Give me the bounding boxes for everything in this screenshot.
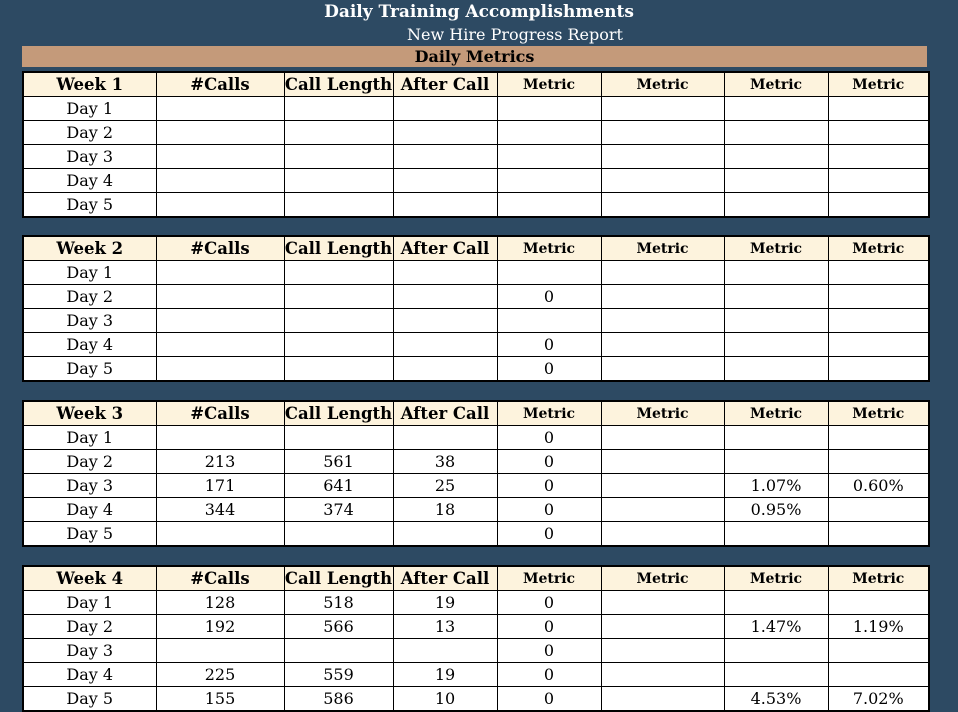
data-cell[interactable] (393, 193, 497, 218)
data-cell[interactable] (393, 333, 497, 357)
data-cell[interactable] (393, 309, 497, 333)
data-cell[interactable] (724, 193, 828, 218)
day-label: Day 1 (23, 591, 156, 615)
data-cell[interactable] (284, 169, 393, 193)
data-cell[interactable]: 0 (497, 591, 601, 615)
column-header: Call Length (284, 566, 393, 591)
data-cell[interactable]: 0 (497, 333, 601, 357)
data-cell[interactable]: 0 (497, 639, 601, 663)
data-cell[interactable] (601, 474, 724, 498)
data-cell[interactable]: 19 (393, 591, 497, 615)
column-header: Metric (724, 72, 828, 97)
day-label: Day 3 (23, 474, 156, 498)
week-label: Week 1 (23, 72, 156, 97)
table-row (23, 450, 929, 474)
data-cell[interactable] (156, 522, 284, 547)
data-cell[interactable] (724, 309, 828, 333)
data-cell[interactable]: 1.07% (724, 474, 828, 498)
column-header: Metric (828, 566, 929, 591)
data-cell[interactable] (284, 639, 393, 663)
data-cell[interactable] (724, 426, 828, 450)
table-row (23, 498, 929, 522)
data-cell[interactable] (284, 193, 393, 218)
data-cell[interactable] (284, 426, 393, 450)
table-row (23, 663, 929, 687)
data-cell[interactable] (497, 261, 601, 285)
data-cell[interactable] (828, 333, 929, 357)
report-subtitle: New Hire Progress Report (407, 25, 623, 44)
column-header: Metric (497, 566, 601, 591)
data-cell[interactable] (156, 285, 284, 309)
data-cell[interactable] (724, 333, 828, 357)
data-cell[interactable] (724, 169, 828, 193)
data-cell[interactable]: 641 (284, 474, 393, 498)
data-cell[interactable] (156, 333, 284, 357)
data-cell[interactable] (828, 639, 929, 663)
data-cell[interactable]: 192 (156, 615, 284, 639)
data-cell[interactable]: 19 (393, 663, 497, 687)
data-cell[interactable] (828, 261, 929, 285)
data-cell[interactable] (284, 97, 393, 121)
table-row (23, 615, 929, 639)
data-cell[interactable] (828, 145, 929, 169)
table-row (23, 687, 929, 712)
table-row (23, 591, 929, 615)
column-header: #Calls (156, 72, 284, 97)
column-header: After Call (393, 236, 497, 261)
day-label: Day 5 (23, 687, 156, 712)
data-cell[interactable] (601, 663, 724, 687)
data-cell[interactable] (284, 309, 393, 333)
data-cell[interactable] (156, 193, 284, 218)
day-label: Day 3 (23, 145, 156, 169)
data-cell[interactable]: 25 (393, 474, 497, 498)
data-cell[interactable]: 566 (284, 615, 393, 639)
data-cell[interactable] (724, 450, 828, 474)
column-header: #Calls (156, 401, 284, 426)
data-cell[interactable] (393, 426, 497, 450)
week-label: Week 4 (23, 566, 156, 591)
daily-metrics-band: Daily Metrics (22, 46, 927, 67)
data-cell[interactable] (393, 639, 497, 663)
column-header: Metric (828, 236, 929, 261)
data-cell[interactable] (724, 97, 828, 121)
week-header-row (23, 72, 929, 97)
table-row (23, 169, 929, 193)
data-cell[interactable] (497, 309, 601, 333)
day-label: Day 3 (23, 309, 156, 333)
data-cell[interactable] (156, 261, 284, 285)
column-header: Metric (724, 401, 828, 426)
data-cell[interactable] (393, 285, 497, 309)
data-cell[interactable] (284, 261, 393, 285)
day-label: Day 5 (23, 357, 156, 382)
week-label: Week 3 (23, 401, 156, 426)
data-cell[interactable]: 4.53% (724, 687, 828, 712)
data-cell[interactable] (601, 639, 724, 663)
table-row (23, 426, 929, 450)
table-row (23, 261, 929, 285)
table-row (23, 522, 929, 547)
data-cell[interactable] (724, 261, 828, 285)
week-header-row (23, 401, 929, 426)
column-header: Call Length (284, 401, 393, 426)
data-cell[interactable] (724, 145, 828, 169)
data-cell[interactable]: 18 (393, 498, 497, 522)
data-cell[interactable]: 171 (156, 474, 284, 498)
data-cell[interactable]: 0 (497, 474, 601, 498)
column-header: Call Length (284, 236, 393, 261)
data-cell[interactable] (601, 615, 724, 639)
data-cell[interactable] (601, 145, 724, 169)
data-cell[interactable] (601, 193, 724, 218)
data-cell[interactable] (156, 145, 284, 169)
data-cell[interactable] (284, 145, 393, 169)
day-label: Day 4 (23, 169, 156, 193)
day-label: Day 5 (23, 522, 156, 547)
data-cell[interactable] (601, 333, 724, 357)
column-header: Metric (601, 566, 724, 591)
day-label: Day 3 (23, 639, 156, 663)
data-cell[interactable] (828, 591, 929, 615)
data-cell[interactable]: 0 (497, 426, 601, 450)
table-row (23, 309, 929, 333)
table-row (23, 474, 929, 498)
table-row (23, 193, 929, 218)
data-cell[interactable] (156, 169, 284, 193)
week-table (22, 400, 930, 547)
data-cell[interactable] (497, 193, 601, 218)
data-cell[interactable] (828, 121, 929, 145)
data-cell[interactable] (393, 145, 497, 169)
data-cell[interactable] (828, 169, 929, 193)
column-header: Metric (828, 401, 929, 426)
data-cell[interactable]: 0 (497, 285, 601, 309)
day-label: Day 4 (23, 498, 156, 522)
data-cell[interactable] (393, 357, 497, 382)
data-cell[interactable] (497, 97, 601, 121)
data-cell[interactable] (393, 97, 497, 121)
data-cell[interactable]: 0 (497, 687, 601, 712)
data-cell[interactable] (828, 97, 929, 121)
data-cell[interactable]: 38 (393, 450, 497, 474)
day-label: Day 2 (23, 615, 156, 639)
data-cell[interactable] (828, 450, 929, 474)
data-cell[interactable] (156, 357, 284, 382)
data-cell[interactable]: 213 (156, 450, 284, 474)
data-cell[interactable] (724, 121, 828, 145)
week-header-row (23, 566, 929, 591)
data-cell[interactable] (601, 121, 724, 145)
column-header: After Call (393, 401, 497, 426)
data-cell[interactable] (828, 663, 929, 687)
data-cell[interactable] (724, 639, 828, 663)
column-header: Metric (497, 401, 601, 426)
column-header: Metric (601, 401, 724, 426)
column-header: #Calls (156, 566, 284, 591)
data-cell[interactable]: 561 (284, 450, 393, 474)
data-cell[interactable] (724, 591, 828, 615)
data-cell[interactable]: 0 (497, 522, 601, 547)
data-cell[interactable]: 13 (393, 615, 497, 639)
data-cell[interactable] (828, 522, 929, 547)
table-row (23, 333, 929, 357)
data-cell[interactable]: 128 (156, 591, 284, 615)
table-row (23, 121, 929, 145)
data-cell[interactable]: 0 (497, 450, 601, 474)
column-header: Metric (601, 72, 724, 97)
data-cell[interactable]: 518 (284, 591, 393, 615)
data-cell[interactable] (601, 169, 724, 193)
day-label: Day 1 (23, 97, 156, 121)
week-header-row (23, 236, 929, 261)
data-cell[interactable]: 0.95% (724, 498, 828, 522)
data-cell[interactable] (828, 309, 929, 333)
column-header: Metric (828, 72, 929, 97)
day-label: Day 4 (23, 333, 156, 357)
data-cell[interactable] (828, 498, 929, 522)
data-cell[interactable]: 559 (284, 663, 393, 687)
day-label: Day 5 (23, 193, 156, 218)
table-row (23, 639, 929, 663)
data-cell[interactable] (724, 285, 828, 309)
data-cell[interactable] (601, 97, 724, 121)
data-cell[interactable] (497, 145, 601, 169)
week-table (22, 235, 930, 382)
data-cell[interactable]: 155 (156, 687, 284, 712)
data-cell[interactable] (156, 426, 284, 450)
data-cell[interactable]: 7.02% (828, 687, 929, 712)
day-label: Day 2 (23, 450, 156, 474)
data-cell[interactable] (156, 121, 284, 145)
column-header: After Call (393, 566, 497, 591)
data-cell[interactable] (393, 261, 497, 285)
week-table (22, 565, 930, 712)
data-cell[interactable] (156, 309, 284, 333)
data-cell[interactable]: 225 (156, 663, 284, 687)
table-row (23, 285, 929, 309)
column-header: #Calls (156, 236, 284, 261)
data-cell[interactable] (497, 169, 601, 193)
column-header: Metric (724, 236, 828, 261)
data-cell[interactable]: 1.47% (724, 615, 828, 639)
data-cell[interactable] (497, 121, 601, 145)
day-label: Day 2 (23, 121, 156, 145)
data-cell[interactable] (393, 169, 497, 193)
data-cell[interactable] (284, 121, 393, 145)
data-cell[interactable]: 586 (284, 687, 393, 712)
data-cell[interactable]: 0 (497, 357, 601, 382)
data-cell[interactable] (828, 426, 929, 450)
data-cell[interactable] (724, 522, 828, 547)
day-label: Day 1 (23, 426, 156, 450)
data-cell[interactable] (828, 285, 929, 309)
data-cell[interactable]: 1.19% (828, 615, 929, 639)
data-cell[interactable]: 344 (156, 498, 284, 522)
data-cell[interactable] (601, 426, 724, 450)
week-table (22, 71, 930, 218)
table-row (23, 97, 929, 121)
data-cell[interactable] (601, 687, 724, 712)
data-cell[interactable]: 374 (284, 498, 393, 522)
data-cell[interactable] (601, 498, 724, 522)
data-cell[interactable] (828, 193, 929, 218)
data-cell[interactable] (284, 285, 393, 309)
data-cell[interactable]: 0.60% (828, 474, 929, 498)
data-cell[interactable] (156, 97, 284, 121)
data-cell[interactable] (828, 357, 929, 382)
column-header: Metric (497, 72, 601, 97)
data-cell[interactable] (601, 285, 724, 309)
data-cell[interactable] (393, 522, 497, 547)
column-header: After Call (393, 72, 497, 97)
data-cell[interactable] (156, 639, 284, 663)
column-header: Call Length (284, 72, 393, 97)
table-row (23, 357, 929, 382)
data-cell[interactable]: 0 (497, 615, 601, 639)
column-header: Metric (601, 236, 724, 261)
day-label: Day 4 (23, 663, 156, 687)
day-label: Day 1 (23, 261, 156, 285)
data-cell[interactable]: 0 (497, 498, 601, 522)
data-cell[interactable] (601, 261, 724, 285)
data-cell[interactable] (601, 591, 724, 615)
data-cell[interactable] (724, 663, 828, 687)
week-label: Week 2 (23, 236, 156, 261)
data-cell[interactable] (601, 357, 724, 382)
column-header: Metric (497, 236, 601, 261)
data-cell[interactable] (601, 522, 724, 547)
data-cell[interactable] (601, 450, 724, 474)
data-cell[interactable] (284, 333, 393, 357)
data-cell[interactable] (284, 522, 393, 547)
day-label: Day 2 (23, 285, 156, 309)
data-cell[interactable] (284, 357, 393, 382)
data-cell[interactable]: 0 (497, 663, 601, 687)
report-title: Daily Training Accomplishments (324, 2, 634, 22)
data-cell[interactable]: 10 (393, 687, 497, 712)
column-header: Metric (724, 566, 828, 591)
table-row (23, 145, 929, 169)
data-cell[interactable] (601, 309, 724, 333)
data-cell[interactable] (393, 121, 497, 145)
data-cell[interactable] (724, 357, 828, 382)
